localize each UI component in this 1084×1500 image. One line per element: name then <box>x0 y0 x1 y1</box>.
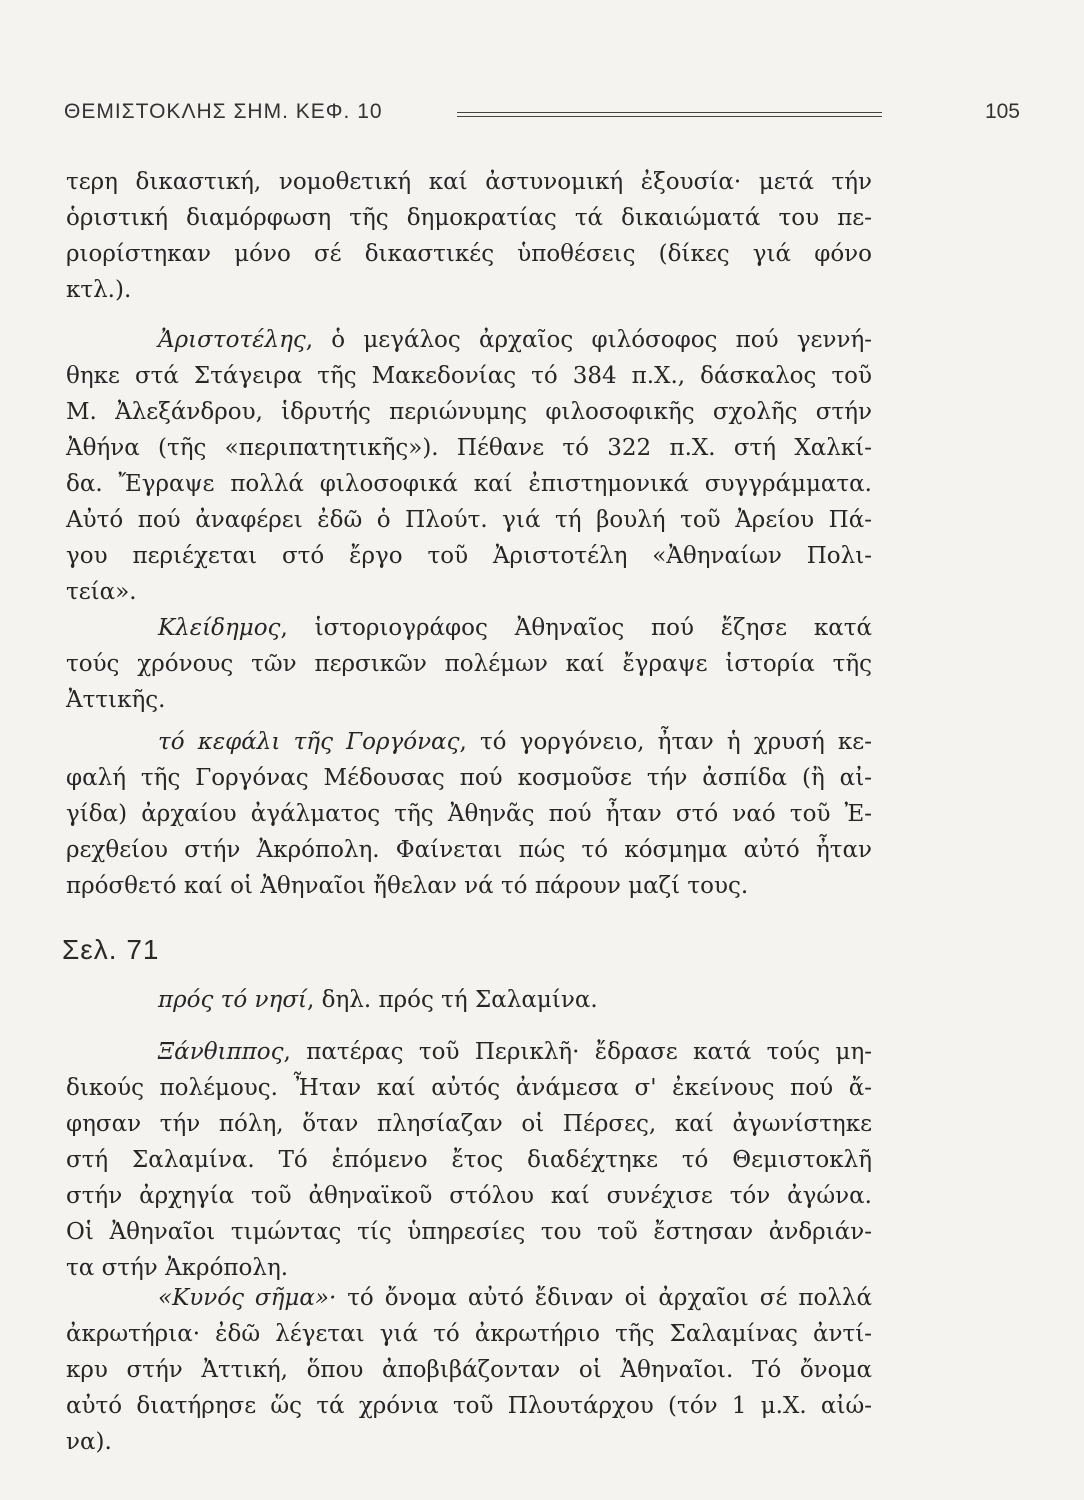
text-line: ὁριστική διαμόρφωση τῆς δημοκρατίας τά δικαιώματά του πε- <box>66 205 872 231</box>
text-line <box>66 610 872 646</box>
text-line: κρυ στήν Ἀττική, ὅπου ἀποβιβάζονταν οἱ Ἀθηναῖοι. Τό ὄνομα <box>66 1357 872 1383</box>
text-line: τεία». <box>66 579 137 605</box>
paragraph-kynos-sema <box>66 1280 872 1460</box>
text-line: Αὐτό πού ἀναφέρει ἐδῶ ὁ Πλούτ. γιά τή βουλή τοῦ Ἀρείου Πά- <box>66 507 872 533</box>
text-line: ριορίστηκαν μόνο σέ δικαστικές ὑποθέσεις (δίκες γιά φόνο <box>66 241 872 267</box>
text-line: αὐτό διατήρησε ὥς τά χρόνια τοῦ Πλουτάρχου (τόν 1 μ.Χ. αἰώ- <box>66 1393 872 1419</box>
paragraph-kleidemos <box>66 610 872 718</box>
text-line: Μ. Ἀλεξάνδρου, ἱδρυτής περιώνυμης φιλοσοφικῆς σχολῆς στήν <box>66 399 872 425</box>
text-line: να). <box>66 1429 112 1455</box>
text-line: ρεχθείου στήν Ἀκρόπολη. Φαίνεται πώς τό κόσμημα αὐτό ἦταν <box>66 837 872 863</box>
text-line: πρόσθετό καί οἱ Ἀθηναῖοι ἤθελαν νά τό πάρουν μαζί τους. <box>66 873 749 899</box>
paragraph-xanthippos <box>66 1034 872 1286</box>
text-line: θηκε στά Στάγειρα τῆς Μακεδονίας τό 384 π.Χ., δάσκαλος τοῦ <box>66 363 872 389</box>
text-line: κτλ.). <box>66 277 132 303</box>
entry-term: «Κυνός σῆμα»· <box>158 1285 337 1311</box>
text-line: δικούς πολέμους. Ἦταν καί αὐτός ἀνάμεσα σ' ἐκείνους πού ἄ- <box>66 1075 872 1101</box>
text-line: Οἱ Ἀθηναῖοι τιμώντας τίς ὑπηρεσίες του τοῦ ἔστησαν ἀνδριάν- <box>66 1219 872 1245</box>
entry-text: , τό γοργόνειο, ἦταν ἡ χρυσή κε- <box>459 729 872 755</box>
text-line <box>66 724 872 760</box>
entry-text: , δηλ. πρός τή Σαλαμίνα. <box>307 987 598 1013</box>
text-line: γου περιέχεται στό ἔργο τοῦ Ἀριστοτέλη «Ἀθηναίων Πολι- <box>66 543 872 569</box>
entry-text: τό ὄνομα αὐτό ἔδιναν οἱ ἀρχαῖοι σέ πολλά <box>336 1285 872 1311</box>
entry-text: , πατέρας τοῦ Περικλῆ· ἔδρασε κατά τούς μη- <box>283 1039 872 1065</box>
entry-text: , ἱστοριογράφος Ἀθηναῖος πού ἔζησε κατά <box>280 615 872 641</box>
entry-term: τό κεφάλι τῆς Γοργόνας <box>158 729 460 755</box>
paragraph-areopagus-continuation <box>66 164 872 308</box>
paragraph-gorgon-head <box>66 724 872 904</box>
paragraph-aristotle <box>66 322 872 610</box>
text-line: τα στήν Ἀκρόπολη. <box>66 1255 289 1281</box>
page-number: 105 <box>984 100 1020 123</box>
text-line: δα. Ἔγραψε πολλά φιλοσοφικά καί ἐπιστημονικά συγγράμματα. <box>66 471 872 497</box>
text-line: τερη δικαστική, νομοθετική καί ἀστυνομική ἐξουσία· μετά τήν <box>66 169 872 195</box>
text-line: γίδα) ἀρχαίου ἀγάλματος τῆς Ἀθηνᾶς πού ἦταν στό ναό τοῦ Ἐ- <box>66 801 872 827</box>
text-line <box>66 322 872 358</box>
entry-term: Κλείδημος <box>158 615 281 641</box>
text-line: φαλή τῆς Γοργόνας Μέδουσας πού κοσμοῦσε τήν ἀσπίδα (ἢ αἰ- <box>66 765 872 791</box>
running-title: ΘΕΜΙΣΤΟΚΛΗΣ ΣΗΜ. ΚΕΦ. 10 <box>64 100 383 123</box>
text-line: ἀκρωτήρια· ἐδῶ λέγεται γιά τό ἀκρωτήριο τῆς Σαλαμίνας ἀντί- <box>66 1321 872 1347</box>
paragraph-to-the-island <box>66 982 872 1018</box>
entry-term: πρός τό νησί <box>158 987 308 1013</box>
text-line: στήν ἀρχηγία τοῦ ἀθηναϊκοῦ στόλου καί συνέχισε τόν ἀγώνα. <box>66 1183 872 1209</box>
text-line: Ἀθήνα (τῆς «περιπατητικῆς»). Πέθανε τό 322 π.Χ. στή Χαλκί- <box>66 435 872 461</box>
section-heading: Σελ. 71 <box>62 934 160 965</box>
text-line: Ἀττικῆς. <box>66 687 166 713</box>
entry-text: , ὁ μεγάλος ἀρχαῖος φιλόσοφος πού γεννή- <box>305 327 872 353</box>
text-line: φησαν τήν πόλη, ὅταν πλησίαζαν οἱ Πέρσες, καί ἀγωνίστηκε <box>66 1111 872 1137</box>
text-line <box>66 982 872 1018</box>
text-line: τούς χρόνους τῶν περσικῶν πολέμων καί ἔγραψε ἱστορία τῆς <box>66 651 872 677</box>
entry-term: Ἀριστοτέλης <box>158 327 306 353</box>
text-line <box>66 1280 872 1316</box>
header-double-rule <box>457 112 882 117</box>
text-line <box>66 1034 872 1070</box>
running-header <box>64 100 1024 132</box>
entry-term: Ξάνθιππος <box>158 1039 284 1065</box>
text-line: στή Σαλαμίνα. Τό ἑπόμενο ἔτος διαδέχτηκε τό Θεμιστοκλῆ <box>66 1147 872 1173</box>
